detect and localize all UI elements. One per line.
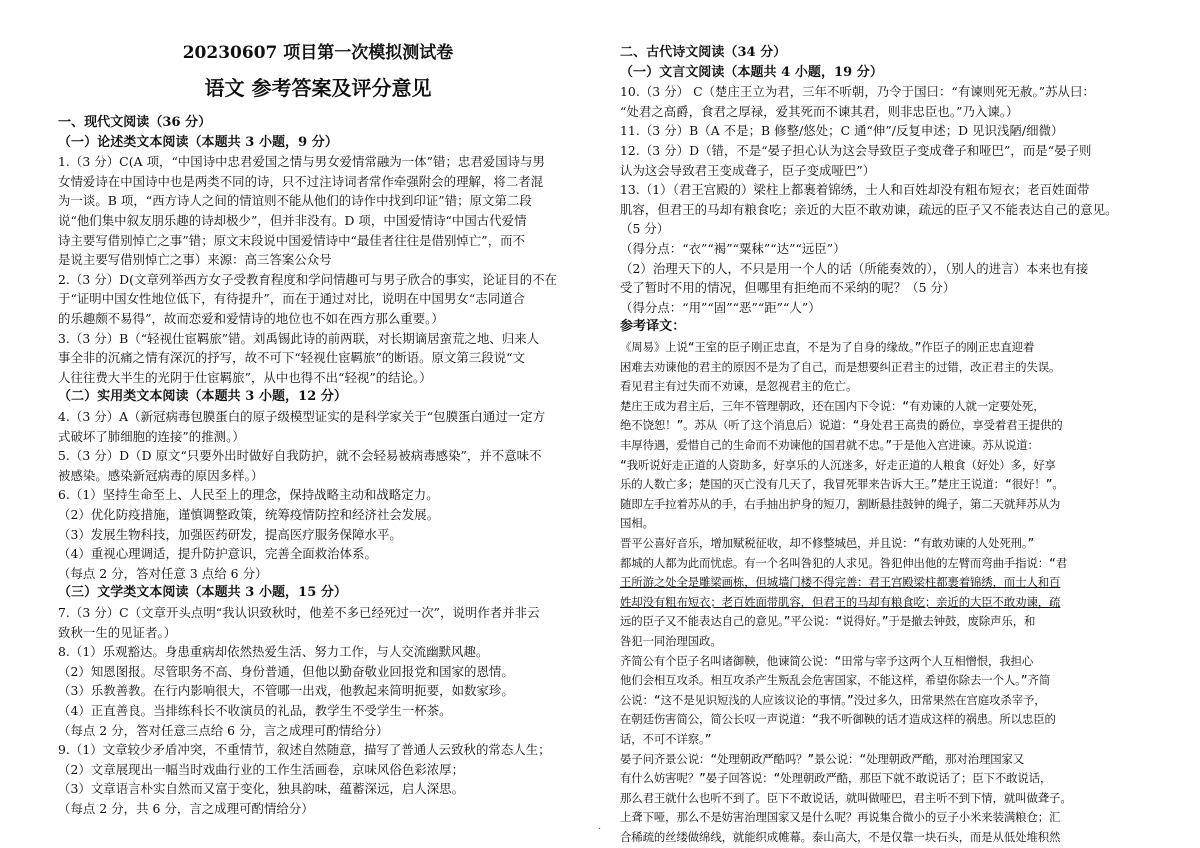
right-line: 在朝廷伤害简公，简公长叹一声说道：“我不听御鞅的话才造成这样的祸患。所以忠臣的 [620, 712, 1056, 727]
right-line: 话，不可不详察。” [620, 732, 712, 746]
right-line: 有什么妨害呢？”晏子回答说：“处理朝政严酷，那臣下就不敢说话了；臣下不敢说话， [620, 771, 1052, 786]
left-line: 于“证明中国女性地位低下，有待提升”，而在于通过对比，说明在中国男女“志同道合 [58, 291, 526, 307]
left-line: 被感染。感染新冠病毒的原因多样。） [58, 467, 264, 483]
right-line: 困难去劝谏他的君主的原因不是为了自己，而是想要纠正君主的过错，改正君主的失误。 [620, 359, 1061, 374]
left-line: （每点 2 分，答对任意 3 点给 6 分） [58, 565, 268, 581]
right-line: 王所游之处全是雕梁画栋，但城墙门楼不得完善：君王宫殿梁柱都裹着锦绣，而士人和百 [620, 575, 1061, 590]
left-line: 致秋一生的见证者。） [58, 624, 177, 640]
left-line: （3）发展生物科技，加强医药研发，提高医疗服务保障水平。 [58, 526, 402, 542]
left-line: （每点 2 分，答对任意三点给 6 分，言之成理可酌情给分） [58, 722, 389, 738]
left-line: 7.（3 分）C（文章开头点明“我认识致秋时，他差不多已经死过一次”，说明作者并非云 [58, 605, 540, 620]
left-line: （3）乐教善教。在行内影响很大，不管哪一出戏，他教起来简明扼要，如数家珍。 [58, 683, 514, 699]
right-line: 12.（3 分）D（错，不是“晏子担心认为这会导致臣子变成聋子和哑巴”，而是“晏子则 [620, 143, 1092, 158]
left-line: 4.（3 分）A（新冠病毒包膜蛋白的原子级模型证实的是科学家关于“包膜蛋白通过一定方 [58, 409, 546, 424]
right-line: 受了暂时不用的情况，但哪里有拒绝而不采纳的呢？（5 分） [620, 280, 956, 296]
left-line: 式破坏了肺细胞的连接”的推测。） [58, 428, 245, 444]
right-line: 上聋下哑，那么不是妨害治理国家又是什么呢？再说集合微小的豆子小米来装满粮仓；汇 [620, 810, 1061, 825]
right-line: “我听说好走正道的人资助多，好享乐的人沉迷多，好走正道的人粮食（好处）多，好享 [620, 457, 1056, 472]
right-line: 合稀疏的丝缕做绵线，就能织成帷幕。泰山高大，不是仅靠一块石头，而是从低处堆积然 [620, 830, 1061, 844]
right-line: 姓却没有粗布短衣；老百姓面带肌容，但君王的马却有粮食吃；亲近的大臣不敢劝谏，疏 [620, 594, 1061, 609]
page-mark: · [598, 824, 602, 835]
right-line: 绝不饶恕！”。苏从（听了这个消息后）说道：“身处君王高贵的爵位，享受着君王提供的 [620, 418, 1063, 433]
right-line: 10.（3 分） C（楚庄王立为君，三年不听朝，乃令于国曰：“有谏则死无赦。”苏从曰： [620, 84, 1095, 100]
right-line: （得分点：“衣”“褐”“粟秣”“达”“远臣”） [620, 241, 846, 256]
left-line: （每点 2 分，共 6 分，言之成理可酌情给分） [58, 801, 314, 816]
doc-subtitle: 语文 参考答案及评分意见 [204, 76, 432, 100]
left-line: （二）实用类文本阅读（本题共 3 小题，12 分） [58, 389, 347, 405]
left-line: （三）文学类文本阅读（本题共 3 小题，15 分） [58, 585, 347, 601]
left-line: （3）文章语言朴实自然而又富于变化，独具韵味，蕴蓄深远，启人深思。 [58, 781, 465, 797]
left-line: （2）文章展现出一幅当时戏曲行业的工作生活画卷，京味风俗色彩浓厚； [58, 761, 465, 777]
right-line: 那么君王就什么也听不到了。臣下不敢说话，就叫做哑巴，君主听不到下情，就叫做聋子。 [620, 790, 1072, 805]
doc-title: 20230607 项目第一次模拟测试卷 [182, 43, 454, 63]
left-line: 诗主要写借别悼亡之事”错；原文末段说中国爱情诗中“最佳者往往是借别悼亡”，而不 [58, 232, 526, 248]
right-line: 看见君主有过失而不劝谏，是忽视君主的危亡。 [620, 379, 858, 394]
left-line: 3.（3 分）B（“轻视仕宦羁旅”错。刘禹锡此诗的前两联，对长期谪居蛮荒之地、归来人 [58, 330, 540, 346]
right-line: （一）文言文阅读（本题共 4 小题，19 分） [620, 64, 883, 80]
right-line: 认为这会导致君王变成聋子，臣子变成哑巴”） [620, 162, 876, 178]
left-line: 5.（3 分）D（D 原文“只要外出时做好自我防护，就不会轻易被病毒感染”，并不意味不 [58, 448, 542, 464]
right-line: （5 分） [620, 221, 670, 237]
left-line: 9.（1）文章较少矛盾冲突，不重情节，叙述自然随意，描写了普通人云致秋的常态人生； [58, 742, 551, 758]
right-line: 咎犯一同治理国政。 [620, 634, 722, 648]
left-line: 为一谈。B 项，“西方诗人之间的情谊则不能从他们的诗作中找到印证”错；原文第二段 [58, 193, 532, 209]
right-line: “处君之高爵，食君之厚禄，爱其死而不谏其君，则非忠臣也。”乃入谏。） [620, 103, 1019, 119]
right-line: 公说：“这不是见识短浅的人应该议论的事情。”没过多久，田常果然在宫庭攻杀宰予， [620, 692, 1046, 707]
right-line: 晋平公喜好音乐，增加赋税征收，却不修整城邑，并且说：“有敢劝谏的人处死刑。” [620, 536, 1035, 550]
left-line: 8.（1）乐观豁达。身患重病却依然热爱生活、努力工作，与人交流幽默风趣。 [58, 644, 489, 660]
left-line: （4）正直善良。当排练科长不收演员的礼品，教学生不受学生一杯茶。 [58, 703, 452, 718]
left-line: 事全非的沉痛之情有深沉的抒写，故不可下“轻视仕宦羁旅”的断语。原文第三段说“文 [58, 350, 526, 366]
left-line: 1.（3 分）C(A 项，“中国诗中忠君爱国之情与男女爱情常融为一体”错；忠君爱国诗与男 [58, 154, 545, 170]
right-line: 随即左手拉着苏从的手，右手抽出护身的短刀，割断悬挂鼓钟的绳子，第二天就拜苏从为 [620, 496, 1061, 511]
left-line: （2）优化防疫措施，谨慎调整政策，统筹疫情防控和经济社会发展。 [58, 507, 440, 522]
right-line: 参考译文： [620, 319, 686, 335]
right-line: 二、古代诗文阅读（34 分） [620, 45, 787, 60]
left-line: 的乐趣颇不易得”，故而恋爱和爱情诗的地位也不如在西方那么重要。） [58, 311, 444, 326]
right-line: 都城的人都为此而忧虑。有一个名叫咎犯的人求见。咎犯伸出他的左臂而弯曲手指说：“君 [620, 555, 1068, 570]
left-line: 6.（1）坚持生命至上、人民至上的理念，保持战略主动和战略定力。 [58, 487, 439, 503]
right-line: 楚庄王成为君主后，三年不管理朝政，还在国内下令说：“有劝谏的人就一定要处死， [620, 398, 1045, 413]
left-line: （4）重视心理调适，提升防护意识，完善全面救治体系。 [58, 546, 377, 562]
left-line: 人往往费大半生的光阴于仕宦羁旅”，从中也得不出“轻视”的结论。） [58, 369, 432, 385]
right-line: 13.（1）（君王宫殿的）梁柱上都裹着锦绣，士人和百姓却没有粗布短衣；老百姓面带 [620, 182, 1090, 198]
right-line: 11.（3 分）B（A 不是；B 修整/悠处；C 通“伸”/反复申述；D 见识浅陋/细微） [620, 123, 1064, 139]
right-line: 丰厚待遇，爱惜自己的生命而不劝谏他的国君就不忠。”于是他入宫进谏。苏从说道： [620, 438, 1039, 452]
left-line: 一、现代文阅读（36 分） [58, 115, 212, 130]
right-line: 他们会相互攻杀。相互攻杀产生叛乱会危害国家，不能这样，希望你除去一个人。”齐简 [620, 673, 1051, 688]
right-line: （得分点：“用”“固”“恶”“距”“人”） [620, 299, 821, 315]
left-line: 2.（3 分）D(文章列举西方女子受教育程度和学问情趣可与男子欣合的事实，论证目的不在 [58, 271, 558, 287]
right-line: 晏子问齐景公说：“处理朝政严酷吗？”景公说：“处理朝政严酷，那对治理国家又 [620, 751, 1025, 766]
right-line: 乐的人数亡多；楚国的灭亡没有几天了，我冒死罪来告诉大王。”楚庄王说道：“很好！”。 [620, 477, 1064, 492]
left-line: 说“他们集中叙友朋乐趣的诗却极少”，但并非没有。D 项，中国爱情诗“中国古代爱情 [58, 213, 527, 228]
right-line: 肌容，但君王的马却有粮食吃；亲近的大臣不敢劝谏，疏远的臣子又不能表达自己的意见。 [620, 201, 1118, 217]
right-line: （2）治理天下的人，不只是用一个人的话（所能奏效的），（别人的进言）本来也有接 [620, 260, 1089, 276]
right-line: 《周易》上说“王室的臣子刚正忠直，不是为了自身的缘故。”作臣子的刚正忠直迎着 [620, 340, 1035, 354]
left-line: 女情爱诗在中国诗中也是两类不同的诗，只不过注诗词者常作牵强附会的理解，将二者混 [58, 173, 544, 189]
left-line: （一）论述类文本阅读（本题共 3 小题，9 分） [58, 134, 338, 150]
right-line: 国相。 [620, 516, 654, 531]
right-line: 远的臣子又不能表达自己的意见。”平公说：“说得好。”于是撤去钟鼓，废除声乐，和 [620, 614, 1036, 629]
left-line: （2）知恩图报。尽管职务不高、身份普通，但他以勤奋敬业回报党和国家的恩情。 [58, 663, 514, 679]
left-line: 是说主要写借别悼亡之事）来源：高三答案公众号 [58, 252, 332, 268]
right-line: 齐简公有个臣子名叫诸御鞅，他谏简公说：“田常与宰予这两个人互相憎恨，我担心 [620, 653, 1034, 668]
